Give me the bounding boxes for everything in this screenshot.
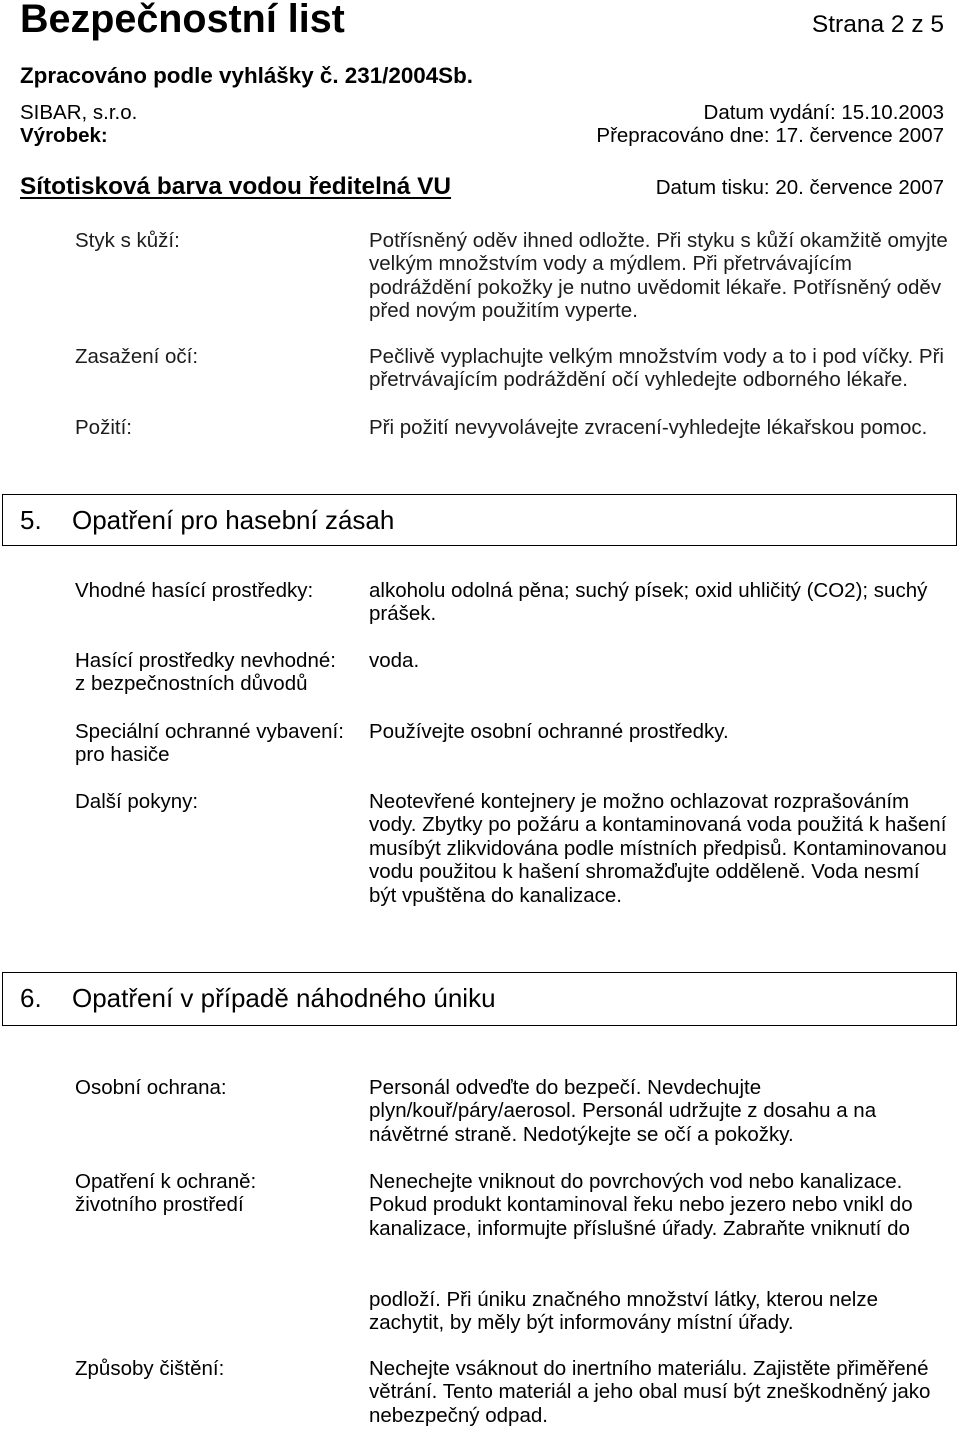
row-text-line: Používejte osobní ochranné prostředky. bbox=[369, 719, 729, 743]
row-text-line: Pokud produkt kontaminoval řeku nebo jezero nebo vnikl do bbox=[369, 1193, 913, 1216]
company-name: SIBAR, s.r.o. bbox=[20, 100, 138, 124]
row-label-line: Osobní ochrana: bbox=[75, 1075, 227, 1099]
row-text-line: vody. Zbytky po požáru a kontaminovaná voda použitá k hašení bbox=[369, 813, 947, 836]
row-label-line: Opatření k ochraně: bbox=[75, 1169, 257, 1193]
row-text-line: kanalizace, informujte příslušné úřady. Zabraňte vniknutí do bbox=[369, 1216, 910, 1240]
row-text-line: být vpuštěna do kanalizace. bbox=[369, 883, 622, 907]
section-number: 6. bbox=[20, 983, 42, 1013]
row-label-line: pro hasiče bbox=[75, 743, 170, 766]
row-text-line: Nenechejte vniknout do povrchových vod nebo kanalizace. bbox=[369, 1169, 903, 1193]
row-text bbox=[369, 649, 419, 673]
row-text-line: před novým použitím vyperte. bbox=[369, 299, 638, 322]
row-label-line: Vhodné hasící prostředky: bbox=[75, 578, 314, 602]
row-text-line: plyn/kouř/páry/aerosol. Personál udržujte z dosahu a na bbox=[369, 1099, 877, 1122]
row-label-line: Hasící prostředky nevhodné: bbox=[75, 648, 336, 672]
section-number: 5. bbox=[20, 505, 42, 535]
row-text-line: velkým množstvím vody a mýdlem. Při přetrvávajícím bbox=[369, 252, 852, 275]
row-label bbox=[75, 1357, 224, 1381]
product-name: Sítotisková barva vodou ředitelná VU bbox=[20, 173, 452, 200]
row-text-line: podloží. Při úniku značného množství látky, kterou nelze bbox=[369, 1287, 878, 1311]
row-label-line: životního prostředí bbox=[75, 1193, 244, 1216]
row-text-line: prášek. bbox=[369, 602, 437, 625]
row-text bbox=[369, 1357, 930, 1428]
row-text-line: alkoholu odolná pěna; suchý písek; oxid uhličitý (CO2); suchý bbox=[369, 578, 928, 602]
row-label-line: Způsoby čištění: bbox=[75, 1356, 225, 1380]
row-text bbox=[369, 229, 948, 323]
document-title: Bezpečnostní list bbox=[20, 0, 345, 41]
row-text-line: Personál odveďte do bezpečí. Nevdechujte bbox=[369, 1075, 762, 1099]
regulation-note: Zpracováno podle vyhlášky č. 231/2004Sb. bbox=[20, 63, 474, 88]
issue-date: Datum vydání: 15.10.2003 bbox=[703, 100, 944, 124]
row-label-line: Další pokyny: bbox=[75, 789, 199, 813]
row-text-line: voda. bbox=[369, 648, 420, 672]
row-label-line: Požití: bbox=[75, 415, 132, 439]
row-label bbox=[75, 416, 132, 440]
row-label bbox=[75, 229, 180, 253]
row-text bbox=[369, 579, 927, 626]
row-label bbox=[75, 790, 198, 814]
row-text-line: Pečlivě vyplachujte velkým množstvím vody a to i pod víčky. Při bbox=[369, 344, 944, 368]
page-number: Strana 2 z 5 bbox=[811, 11, 944, 38]
row-label bbox=[75, 720, 344, 767]
row-label bbox=[75, 649, 336, 696]
revision-date: Přepracováno dne: 17. července 2007 bbox=[596, 123, 944, 147]
row-text-line: Při požití nevyvolávejte zvracení-vyhledejte lékařskou pomoc. bbox=[369, 415, 928, 439]
row-text bbox=[369, 790, 947, 908]
row-text bbox=[369, 1076, 876, 1147]
row-text-line: větrání. Tento materiál a jeho obal musí být zneškodněný jako bbox=[369, 1380, 931, 1403]
print-date: Datum tisku: 20. července 2007 bbox=[655, 175, 944, 199]
row-label bbox=[75, 579, 313, 603]
row-label-line: z bezpečnostních důvodů bbox=[75, 672, 308, 695]
row-text-line: Potřísněný oděv ihned odložte. Při styku s kůží okamžitě omyjte bbox=[369, 228, 948, 252]
row-text bbox=[369, 416, 927, 440]
row-text-line: musíbýt zlikvidována podle místních předpisů. Kontaminovanou bbox=[369, 836, 947, 860]
row-label bbox=[75, 1076, 227, 1100]
row-text-line: přetrvávajícím podráždění očí vyhledejte odborného lékaře. bbox=[369, 368, 909, 391]
row-label-line: Speciální ochranné vybavení: bbox=[75, 719, 344, 743]
section-title: Opatření pro hasební zásah bbox=[72, 505, 395, 535]
row-text bbox=[369, 345, 944, 392]
row-text-line: nebezpečný odpad. bbox=[369, 1403, 548, 1427]
row-label bbox=[75, 1170, 256, 1217]
section-title: Opatření v případě náhodného úniku bbox=[72, 983, 496, 1013]
row-text bbox=[369, 1170, 913, 1241]
section-6-header bbox=[2, 972, 957, 1026]
row-label-line: Zasažení očí: bbox=[75, 344, 199, 368]
row-text-line: vodu použitou k hašení shromažďujte odděleně. Voda nesmí bbox=[369, 860, 920, 883]
row-text-line: zachytit, by měly být informovány místní úřady. bbox=[369, 1311, 794, 1334]
section-5-header bbox=[2, 494, 957, 546]
row-text bbox=[369, 720, 729, 744]
row-text-line: návětrné straně. Nedotýkejte se očí a pokožky. bbox=[369, 1122, 794, 1146]
row-text bbox=[369, 1288, 878, 1335]
row-label-line: Styk s kůží: bbox=[75, 228, 180, 252]
product-label: Výrobek: bbox=[20, 123, 108, 147]
row-label bbox=[75, 345, 198, 369]
row-text-line: Neotevřené kontejnery je možno ochlazovat rozprašováním bbox=[369, 789, 910, 813]
row-text-line: podráždění pokožky je nutno uvědomit lékaře. Potřísněný oděv bbox=[369, 275, 942, 299]
row-text-line: Nechejte vsáknout do inertního materiálu. Zajistěte přiměřené bbox=[369, 1356, 929, 1380]
